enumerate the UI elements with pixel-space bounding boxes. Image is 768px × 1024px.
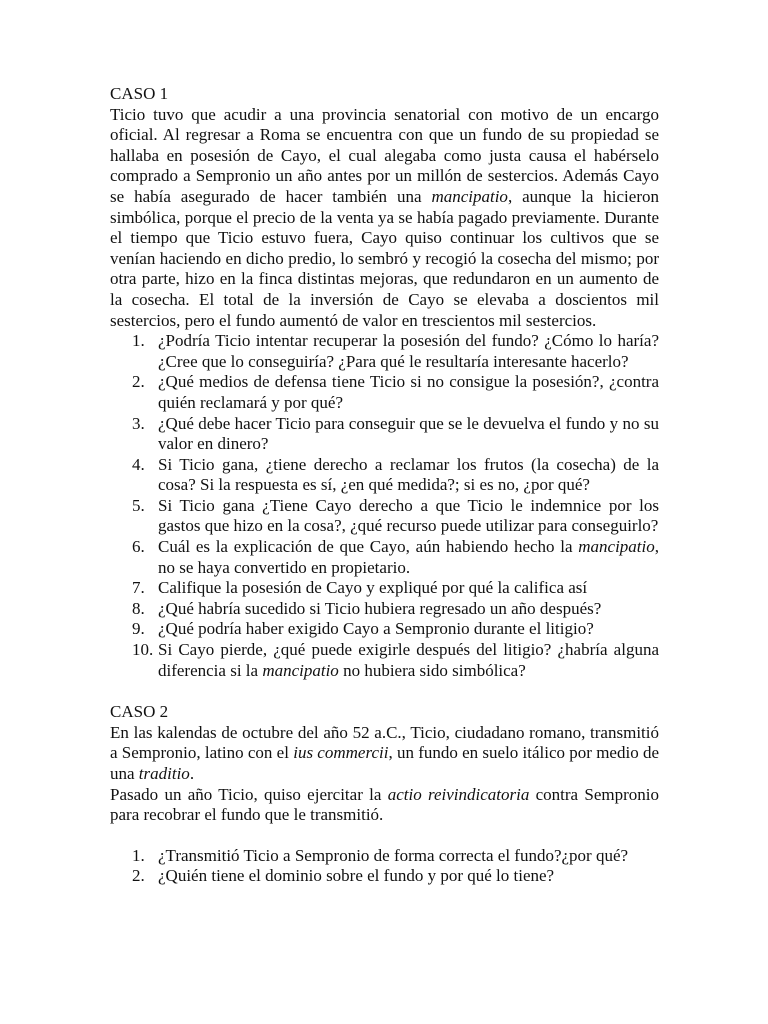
question-item <box>110 846 659 867</box>
text-run: Pasado un año Ticio, quiso ejercitar la <box>110 784 388 804</box>
question-item <box>110 578 659 599</box>
question-item <box>110 455 659 496</box>
question-number: 2. <box>132 866 145 886</box>
question-number: 1. <box>132 845 145 865</box>
question-number: 4. <box>132 454 145 474</box>
section-spacer <box>110 681 659 702</box>
question-item <box>110 619 659 640</box>
question-item <box>110 537 659 578</box>
question-number: 6. <box>132 537 145 557</box>
list-spacer <box>110 826 659 846</box>
text-run: , aunque la hicieron simbólica, porque el precio de la venta ya se había pagado previamente. Durante el tiempo que Ticio estuvo fuera, Cayo quiso continuar los cultivos que se venían haciendo en dicho predio, lo sembró y recogió la cosecha del mismo; por otra parte, hizo en la finca distintas mejoras, que redundaron en un aumento de la cosecha. El total de la inversión de Cayo se elevaba a doscientos mil sestercios, pero el fundo aumentó de valor en trescientos mil sestercios. <box>110 186 659 330</box>
question-text: ¿Podría Ticio intentar recuperar la posesión del fundo? ¿Cómo lo haría? ¿Cree que lo conseguiría? ¿Para qué le resultaría interesante hacerlo? <box>158 331 659 371</box>
question-text: no hubiera sido simbólica? <box>338 660 526 680</box>
question-text: ¿Qué habría sucedido si Ticio hubiera regresado un año después? <box>158 598 602 618</box>
question-item <box>110 331 659 372</box>
question-text: ¿Qué podría haber exigido Cayo a Sempronio durante el litigio? <box>158 619 594 639</box>
question-text: ¿Qué medios de defensa tiene Ticio si no consigue la posesión?, ¿contra quién reclamará y por qué? <box>158 372 659 412</box>
case-2-questions <box>110 846 659 887</box>
case-1-paragraph <box>110 105 659 332</box>
case-1-questions <box>110 331 659 681</box>
question-number: 7. <box>132 578 145 598</box>
question-text: Califique la posesión de Cayo y expliqué por qué la califica así <box>158 578 588 598</box>
question-text: , no se haya convertido en propietario. <box>158 537 659 577</box>
text-run: contra Sempronio para recobrar el fundo que le transmitió. <box>110 784 659 825</box>
case-2-paragraph-1 <box>110 723 659 785</box>
document-page <box>110 84 659 887</box>
case-2-title: CASO 2 <box>110 702 169 722</box>
question-number: 1. <box>132 331 145 351</box>
question-item <box>110 496 659 537</box>
question-text: Si Cayo pierde, ¿qué puede exigirle después del litigio? ¿habría alguna diferencia si la <box>158 640 659 680</box>
italic-term: ius commercii <box>293 743 389 763</box>
case-1-title: CASO 1 <box>110 84 169 103</box>
italic-term: mancipatio <box>578 537 655 557</box>
question-text: ¿Quién tiene el dominio sobre el fundo y por qué lo tiene? <box>158 866 555 886</box>
question-number: 9. <box>132 619 145 639</box>
question-text: ¿Qué debe hacer Ticio para conseguir que se le devuelva el fundo y no su valor en dinero? <box>158 413 659 454</box>
question-number: 10. <box>132 640 154 660</box>
question-number: 8. <box>132 598 145 618</box>
question-text: Cuál es la explicación de que Cayo, aún habiendo hecho la <box>158 537 579 557</box>
question-text: Si Ticio gana, ¿tiene derecho a reclamar los frutos (la cosecha) de la cosa? Si la respuesta es sí, ¿en qué medida?; si es no, ¿por qué? <box>158 454 659 495</box>
question-item <box>110 866 659 887</box>
text-run: En las kalendas de octubre del año 52 a.C., Ticio, ciudadano romano, transmitió a Sempronio, latino con el <box>110 722 659 763</box>
italic-term: traditio <box>138 764 190 783</box>
question-item <box>110 372 659 413</box>
question-number: 2. <box>132 372 145 392</box>
text-run: . <box>189 764 195 783</box>
italic-term: actio reivindicatoria <box>387 784 530 804</box>
question-text: ¿Transmitió Ticio a Sempronio de forma correcta el fundo?¿por qué? <box>158 845 629 865</box>
question-text: Si Ticio gana ¿Tiene Cayo derecho a que Ticio le indemnice por los gastos que hizo en la cosa?, ¿qué recurso puede utilizar para conseguirlo? <box>158 495 659 536</box>
question-item <box>110 414 659 455</box>
question-number: 5. <box>132 495 145 515</box>
case-2-paragraph-2 <box>110 785 659 826</box>
text-run: , un fundo en suelo itálico por medio de una <box>110 743 659 783</box>
text-run: Ticio tuvo que acudir a una provincia senatorial con motivo de un encargo oficial. Al regresar a Roma se encuentra con que un fundo de su propiedad se hallaba en posesión de Cayo, el cual alegaba como justa causa el habérselo comprado a Sempronio un año antes por un millón de sestercios. Además Cayo se había asegurado de hacer también una <box>110 104 659 206</box>
question-item <box>110 640 659 681</box>
question-item <box>110 599 659 620</box>
italic-term: mancipatio <box>262 660 339 680</box>
italic-term: mancipatio <box>431 186 508 206</box>
question-number: 3. <box>132 413 145 433</box>
